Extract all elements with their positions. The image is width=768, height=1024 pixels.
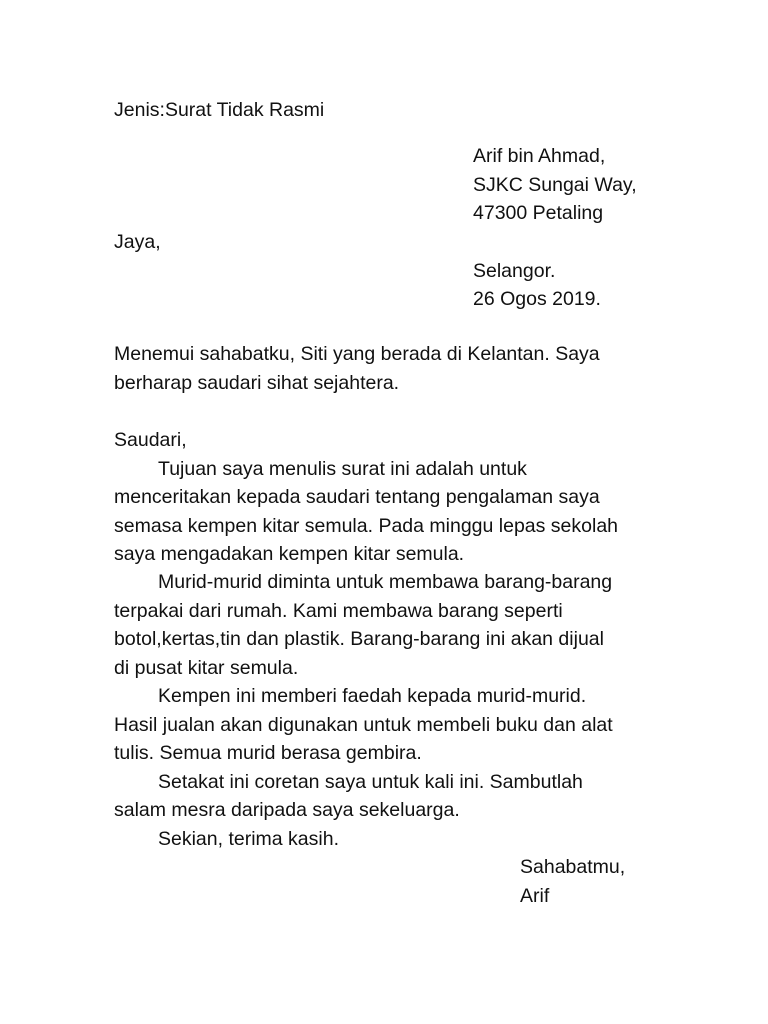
address-line-school: SJKC Sungai Way, <box>473 174 637 196</box>
letter-type: Jenis:Surat Tidak Rasmi <box>114 99 325 121</box>
body-line: botol,kertas,tin dan plastik. Barang-barang ini akan dijual <box>114 628 604 650</box>
body-line: saya mengadakan kempen kitar semula. <box>114 543 465 565</box>
body-line: tulis. Semua murid berasa gembira. <box>114 742 422 764</box>
signature: Arif <box>520 885 550 907</box>
body-line: Hasil jualan akan digunakan untuk membeli buku dan alat <box>114 714 613 736</box>
body-line: Tujuan saya menulis surat ini adalah untuk <box>158 458 527 480</box>
address-line-name: Arif bin Ahmad, <box>473 145 606 167</box>
address-line-state: Selangor. <box>473 260 556 282</box>
address-line-postcode: 47300 Petaling <box>473 202 604 224</box>
letter-date: 26 Ogos 2019. <box>473 288 601 310</box>
body-line: di pusat kitar semula. <box>114 657 299 679</box>
salutation: Saudari, <box>114 429 187 451</box>
address-line-wrap: Jaya, <box>114 231 161 253</box>
opening-line: Menemui sahabatku, Siti yang berada di Kelantan. Saya <box>114 343 600 365</box>
body-line: Kempen ini memberi faedah kepada murid-murid. <box>158 685 587 707</box>
body-line: Setakat ini coretan saya untuk kali ini. Sambutlah <box>158 771 583 793</box>
body-line: Murid-murid diminta untuk membawa barang-barang <box>158 571 613 593</box>
body-line: semasa kempen kitar semula. Pada minggu lepas sekolah <box>114 515 619 537</box>
body-line: menceritakan kepada saudari tentang pengalaman saya <box>114 486 600 508</box>
body-line: salam mesra daripada saya sekeluarga. <box>114 799 460 821</box>
closing: Sahabatmu, <box>520 856 626 878</box>
opening-line: berharap saudari sihat sejahtera. <box>114 372 400 394</box>
body-line: Sekian, terima kasih. <box>158 828 339 850</box>
body-line: terpakai dari rumah. Kami membawa barang seperti <box>114 600 563 622</box>
